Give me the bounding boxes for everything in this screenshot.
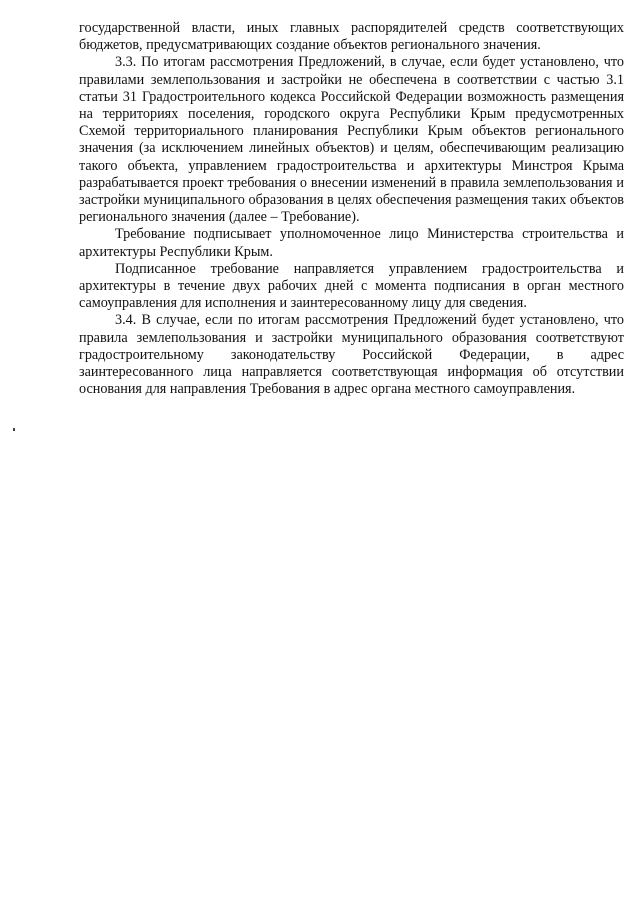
scan-speck bbox=[13, 428, 15, 431]
paragraph-continuation: государственной власти, иных главных распорядителей средств соответствующих бюджетов, предусматривающих создание объектов регионального значения. bbox=[79, 20, 624, 54]
paragraph-3-4: 3.4. В случае, если по итогам рассмотрения Предложений будет установлено, что правила землепользования и застройки муниципального образования соответствуют градостроительному законодательству Российской Федерации, в адрес заинтересованного лица направляется соответствующая информация об отсутствии основания для направления Требования в адрес органа местного самоуправления. bbox=[79, 312, 624, 398]
paragraph-signing: Требование подписывает уполномоченное лицо Министерства строительства и архитектуры Республики Крым. bbox=[79, 226, 624, 260]
paragraph-3-3: 3.3. По итогам рассмотрения Предложений, в случае, если будет установлено, что правилами землепользования и застройки не обеспечена в соответствии с частью 3.1 статьи 31 Градостроительного кодекса Российской Федерации возможность размещения на территориях поселения, городского округа Республики Крым предусмотренных Схемой территориального планирования Республики Крым объектов регионального значения (за исключением линейных объектов) и целям, обеспечивающим реализацию такого объекта, управлением градостроительства и архитектуры Минстроя Крыма разрабатывается проект требования о внесении изменений в правила землепользования и застройки муниципального образования в целях обеспечения размещения таких объектов регионального значения (далее – Требование). bbox=[79, 54, 624, 226]
document-body bbox=[79, 20, 624, 398]
paragraph-sending: Подписанное требование направляется управлением градостроительства и архитектуры в течение двух рабочих дней с момента подписания в орган местного самоуправления для исполнения и заинтересованному лицу для сведения. bbox=[79, 260, 624, 312]
